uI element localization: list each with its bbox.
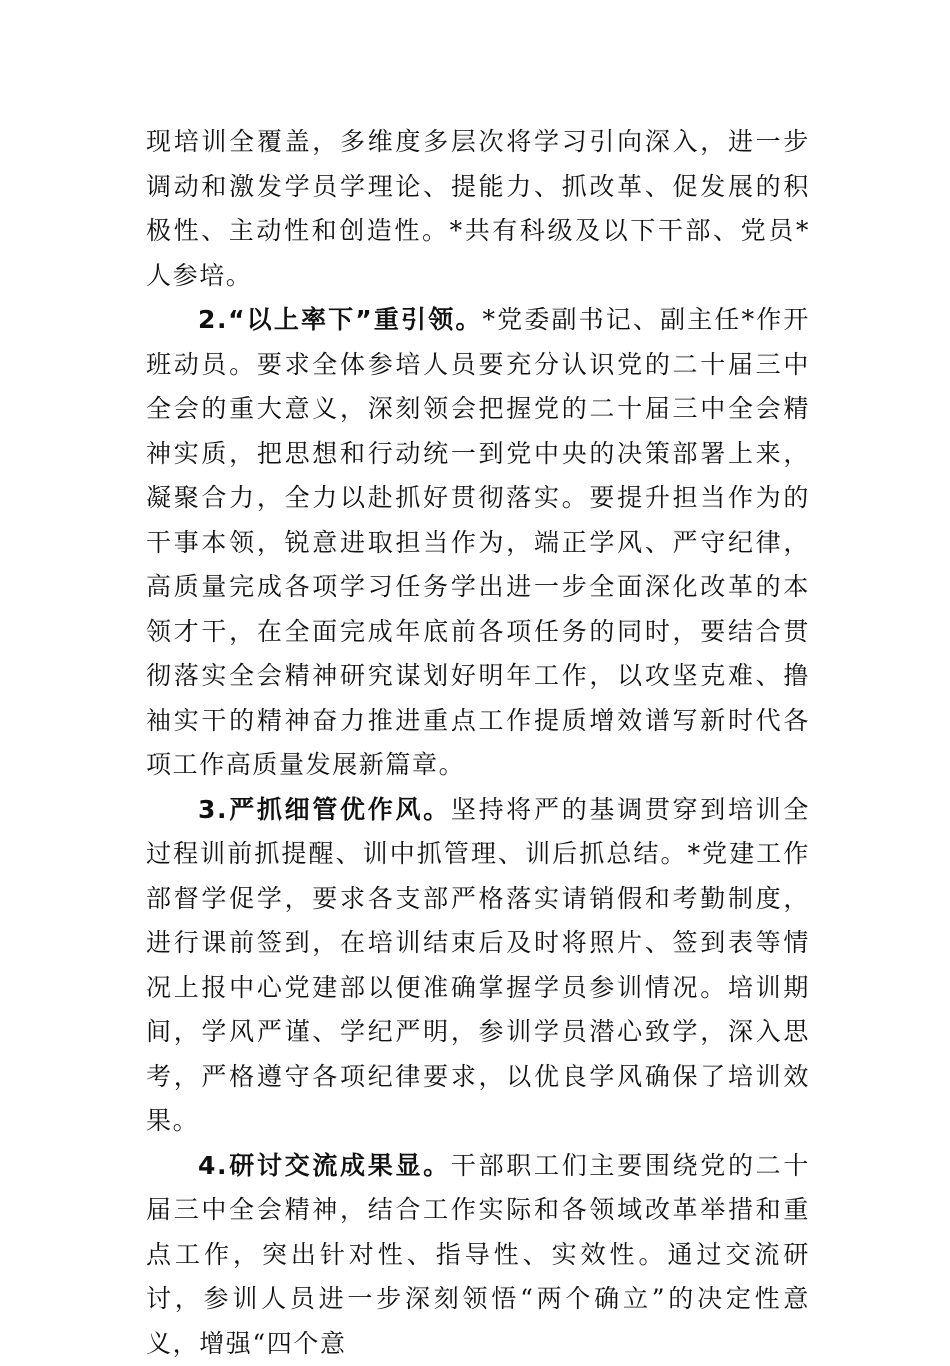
- section-heading-2: 2.“以上率下”重引领。: [198, 305, 483, 334]
- section-heading-4: 4.研讨交流成果显。: [198, 1151, 451, 1180]
- paragraph-text: 干部职工们主要围绕党的二十届三中全会精神，结合工作实际和各领域改革举措和重点工作，突出针对性、指导性、实效性。通过交流研讨，参训人员进一步深刻领悟“两个确立”的决定性意义，增强“四个意: [146, 1151, 810, 1358]
- paragraph-3: [146, 788, 810, 1144]
- section-heading-3: 3.严抓细管优作风。: [198, 795, 451, 824]
- paragraph-text: 坚持将严的基调贯穿到培训全过程训前抓提醒、训中抓管理、训后抓总结。*党建工作部督学促学，要求各支部严格落实请销假和考勤制度，进行课前签到，在培训结束后及时将照片、签到表等情况上报中心党建部以便准确掌握学员参训情况。培训期间，学风严谨、学纪严明，参训学员潜心致学，深入思考，严格遵守各项纪律要求，以优良学风确保了培训效果。: [146, 795, 810, 1136]
- paragraph-continuation: [146, 120, 810, 298]
- paragraph-text: *党委副书记、副主任*作开班动员。要求全体参培人员要充分认识党的二十届三中全会的重大意义，深刻领会把握党的二十届三中全会精神实质，把思想和行动统一到党中央的决策部署上来，凝聚合力，全力以赴抓好贯彻落实。要提升担当作为的干事本领，锐意进取担当作为，端正学风、严守纪律，高质量完成各项学习任务学出进一步全面深化改革的本领才干，在全面完成年底前各项任务的同时，要结合贯彻落实全会精神研究谋划好明年工作，以攻坚克难、撸袖实干的精神奋力推进重点工作提质增效谱写新时代各项工作高质量发展新篇章。: [146, 305, 810, 779]
- paragraph-text: 现培训全覆盖，多维度多层次将学习引向深入，进一步调动和激发学员学理论、提能力、抓改革、促发展的积极性、主动性和创造性。*共有科级及以下干部、党员*人参培。: [146, 127, 810, 290]
- paragraph-2: [146, 298, 810, 788]
- paragraph-4: [146, 1144, 810, 1366]
- document-body: [146, 120, 810, 1366]
